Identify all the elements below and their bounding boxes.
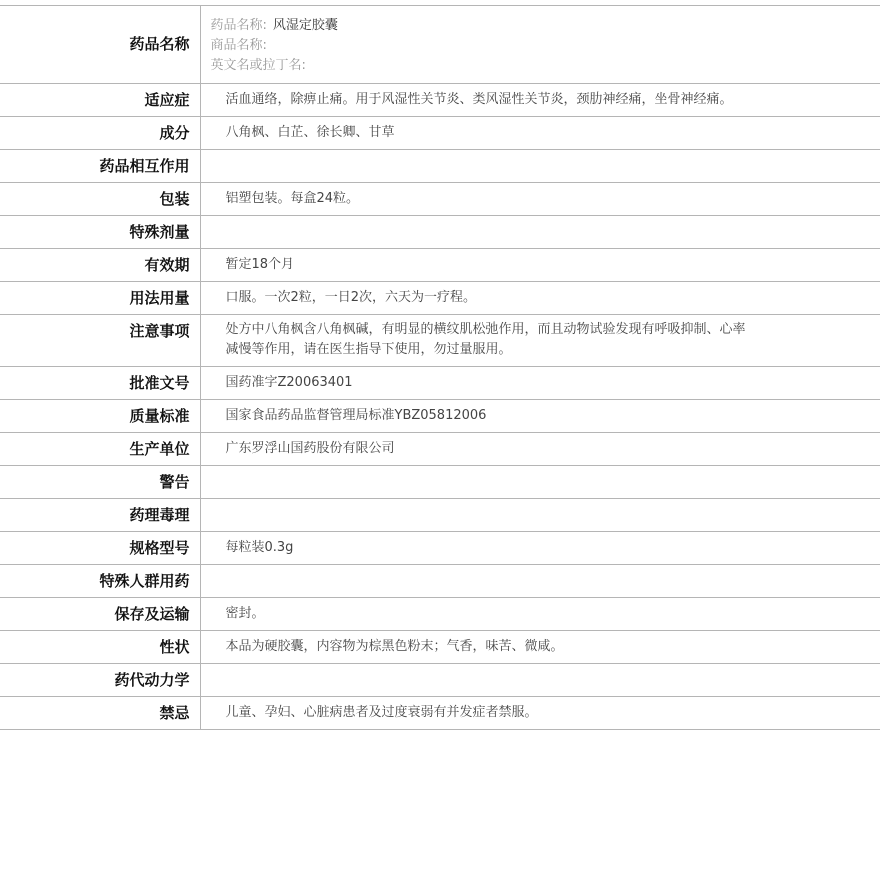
table-row-interactions — [0, 150, 880, 183]
table-row-specification — [0, 532, 880, 565]
row-label-storage: 保存及运输 — [0, 598, 200, 631]
row-label-specification: 规格型号 — [0, 532, 200, 565]
row-value-ingredients: 八角枫、白芷、徐长卿、甘草 — [200, 117, 880, 150]
row-label-warning: 警告 — [0, 466, 200, 499]
row-label-special-populations: 特殊人群用药 — [0, 565, 200, 598]
row-label-pharmacokinetics: 药代动力学 — [0, 664, 200, 697]
drug-name-field-label: 药品名称: — [210, 18, 267, 33]
table-row-special-dosage — [0, 216, 880, 249]
trade-name-field-label: 商品名称: — [210, 38, 267, 53]
row-value-shelf-life: 暂定18个月 — [200, 249, 880, 282]
row-value-storage: 密封。 — [200, 598, 880, 631]
table-row-shelf-life — [0, 249, 880, 282]
table-row-pharmacology — [0, 499, 880, 532]
table-row-pharmacokinetics — [0, 664, 880, 697]
row-label-indications: 适应症 — [0, 84, 200, 117]
row-value-precautions — [200, 315, 880, 367]
table-row-storage — [0, 598, 880, 631]
drug-name-line — [211, 16, 880, 36]
row-label-drug-name: 药品名称 — [0, 6, 200, 84]
row-value-pharmacokinetics — [200, 664, 880, 697]
row-label-manufacturer: 生产单位 — [0, 433, 200, 466]
table-row-contraindications — [0, 697, 880, 730]
table-row-special-populations — [0, 565, 880, 598]
row-value-indications: 活血通络，除痹止痛。用于风湿性关节炎、类风湿性关节炎，颈肋神经痛，坐骨神经痛。 — [200, 84, 880, 117]
row-label-description: 性状 — [0, 631, 200, 664]
row-value-contraindications: 儿童、孕妇、心脏病患者及过度衰弱有并发症者禁服。 — [200, 697, 880, 730]
table-row-description — [0, 631, 880, 664]
row-value-packaging: 铝塑包装。每盒24粒。 — [200, 183, 880, 216]
precautions-line-1: 处方中八角枫含八角枫碱，有明显的横纹肌松弛作用，而且动物试验发现有呼吸抑制、心率 — [225, 322, 746, 337]
row-value-description: 本品为硬胶囊，内容物为棕黑色粉末；气香，味苦、微咸。 — [200, 631, 880, 664]
row-label-interactions: 药品相互作用 — [0, 150, 200, 183]
table-row-indications — [0, 84, 880, 117]
table-row-quality-standard — [0, 400, 880, 433]
row-label-contraindications: 禁忌 — [0, 697, 200, 730]
row-value-approval-number: 国药准字Z20063401 — [200, 367, 880, 400]
row-label-approval-number: 批准文号 — [0, 367, 200, 400]
row-value-warning — [200, 466, 880, 499]
row-value-special-dosage — [200, 216, 880, 249]
english-name-field-label: 英文名或拉丁名: — [210, 58, 306, 73]
table-row-manufacturer — [0, 433, 880, 466]
drug-name-cell — [200, 6, 880, 84]
row-label-pharmacology: 药理毒理 — [0, 499, 200, 532]
row-value-pharmacology — [200, 499, 880, 532]
english-name-line — [211, 56, 880, 76]
row-label-usage: 用法用量 — [0, 282, 200, 315]
row-label-packaging: 包装 — [0, 183, 200, 216]
drug-name-field-value: 风湿定胶囊 — [272, 18, 338, 33]
row-label-precautions: 注意事项 — [0, 315, 200, 367]
row-value-quality-standard: 国家食品药品监督管理局标准YBZ05812006 — [200, 400, 880, 433]
row-label-ingredients: 成分 — [0, 117, 200, 150]
row-value-interactions — [200, 150, 880, 183]
row-label-special-dosage: 特殊剂量 — [0, 216, 200, 249]
table-row-precautions — [0, 315, 880, 367]
table-row-drug-name — [0, 6, 880, 84]
row-value-usage: 口服。一次2粒，一日2次，六天为一疗程。 — [200, 282, 880, 315]
table-row-usage — [0, 282, 880, 315]
row-value-special-populations — [200, 565, 880, 598]
precautions-line-2: 减慢等作用，请在医生指导下使用，勿过量服用。 — [225, 342, 512, 357]
table-row-packaging — [0, 183, 880, 216]
row-label-shelf-life: 有效期 — [0, 249, 200, 282]
row-value-specification: 每粒装0.3g — [200, 532, 880, 565]
trade-name-line — [211, 36, 880, 56]
row-label-quality-standard: 质量标准 — [0, 400, 200, 433]
drug-info-table — [0, 5, 880, 730]
row-value-manufacturer: 广东罗浮山国药股份有限公司 — [200, 433, 880, 466]
table-row-approval-number — [0, 367, 880, 400]
table-row-ingredients — [0, 117, 880, 150]
table-row-warning — [0, 466, 880, 499]
